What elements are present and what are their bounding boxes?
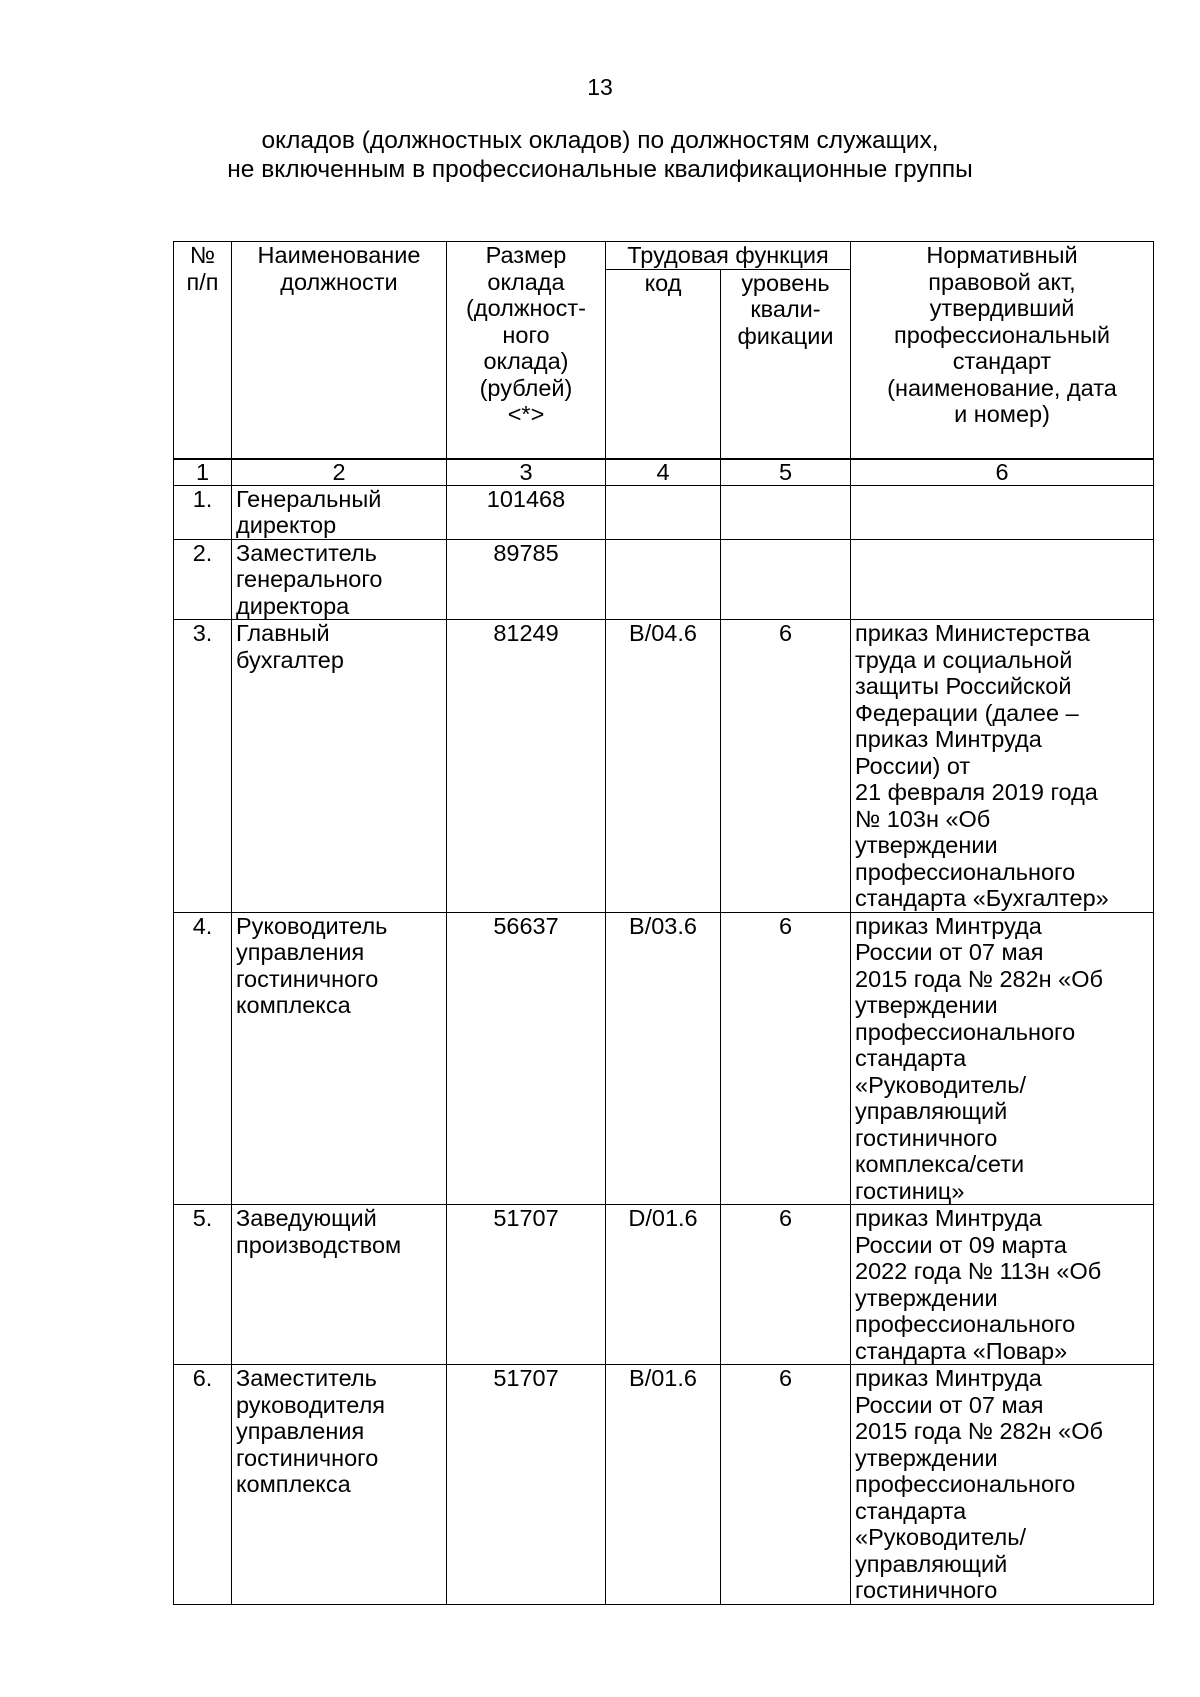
- table-row: [174, 620, 1154, 913]
- normative-act: приказ Минтруда России от 07 мая 2015 года № 282н «Об утверждении профессионального стандарта «Руководитель/ управляющий гостиничного: [851, 1365, 1154, 1605]
- header-num: № п/п: [174, 242, 232, 459]
- salary-table: [173, 241, 1154, 1605]
- salary-value: 56637: [447, 912, 606, 1205]
- table-row: [174, 539, 1154, 620]
- header-normative-act: Нормативный правовой акт, утвердивший профессиональный стандарт (наименование, дата и номер): [851, 242, 1154, 459]
- column-number-row: [174, 459, 1154, 486]
- normative-act: приказ Минтруда России от 07 мая 2015 года № 282н «Об утверждении профессионального стандарта «Руководитель/ управляющий гостиничного комплекса/сети гостиниц»: [851, 912, 1154, 1205]
- row-number: 5.: [174, 1205, 232, 1365]
- function-code: В/03.6: [606, 912, 721, 1205]
- salary-value: 81249: [447, 620, 606, 913]
- function-code: D/01.6: [606, 1205, 721, 1365]
- salary-value: 101468: [447, 485, 606, 539]
- column-number: 5: [721, 459, 851, 486]
- salary-value: 89785: [447, 539, 606, 620]
- row-number: 3.: [174, 620, 232, 913]
- position-name: Главный бухгалтер: [232, 620, 447, 913]
- heading-line-2: не включенным в профессиональные квалификационные группы: [227, 156, 973, 183]
- table-row: [174, 912, 1154, 1205]
- document-heading: [0, 126, 1200, 184]
- heading-line-1: окладов (должностных окладов) по должностям служащих,: [261, 127, 939, 154]
- function-code: [606, 485, 721, 539]
- position-name: Генеральный директор: [232, 485, 447, 539]
- function-code: В/01.6: [606, 1365, 721, 1605]
- header-labor-function: Трудовая функция: [606, 242, 851, 270]
- header-row-1: [174, 242, 1154, 270]
- column-number: 1: [174, 459, 232, 486]
- row-number: 6.: [174, 1365, 232, 1605]
- position-name: Заместитель руководителя управления гостиничного комплекса: [232, 1365, 447, 1605]
- salary-table-container: [173, 241, 1153, 1605]
- header-code: код: [606, 269, 721, 459]
- table-row: [174, 1205, 1154, 1365]
- column-number: 6: [851, 459, 1154, 486]
- page-number: 13: [587, 74, 613, 100]
- position-name: Заместитель генерального директора: [232, 539, 447, 620]
- row-number: 1.: [174, 485, 232, 539]
- qualification-level: [721, 539, 851, 620]
- row-number: 4.: [174, 912, 232, 1205]
- position-name: Руководитель управления гостиничного комплекса: [232, 912, 447, 1205]
- position-name: Заведующий производством: [232, 1205, 447, 1365]
- function-code: [606, 539, 721, 620]
- salary-value: 51707: [447, 1365, 606, 1605]
- normative-act: приказ Минтруда России от 09 марта 2022 года № 113н «Об утверждении профессионального стандарта «Повар»: [851, 1205, 1154, 1365]
- column-number: 3: [447, 459, 606, 486]
- header-salary: Размер оклада (должност- ного оклада) (рублей) <*>: [447, 242, 606, 459]
- column-number: 4: [606, 459, 721, 486]
- normative-act: [851, 485, 1154, 539]
- normative-act: приказ Министерства труда и социальной защиты Российской Федерации (далее – приказ Минтруда России) от 21 февраля 2019 года № 103н «Об утверждении профессионального стандарта «Бухгалтер»: [851, 620, 1154, 913]
- table-row: [174, 485, 1154, 539]
- qualification-level: 6: [721, 912, 851, 1205]
- salary-value: 51707: [447, 1205, 606, 1365]
- header-position: Наименование должности: [232, 242, 447, 459]
- qualification-level: 6: [721, 620, 851, 913]
- header-qualification-level: уровень квали- фикации: [721, 269, 851, 459]
- row-number: 2.: [174, 539, 232, 620]
- qualification-level: 6: [721, 1365, 851, 1605]
- normative-act: [851, 539, 1154, 620]
- table-header: [174, 242, 1154, 459]
- qualification-level: 6: [721, 1205, 851, 1365]
- function-code: В/04.6: [606, 620, 721, 913]
- qualification-level: [721, 485, 851, 539]
- table-row: [174, 1365, 1154, 1605]
- column-number: 2: [232, 459, 447, 486]
- table-body: [174, 459, 1154, 1605]
